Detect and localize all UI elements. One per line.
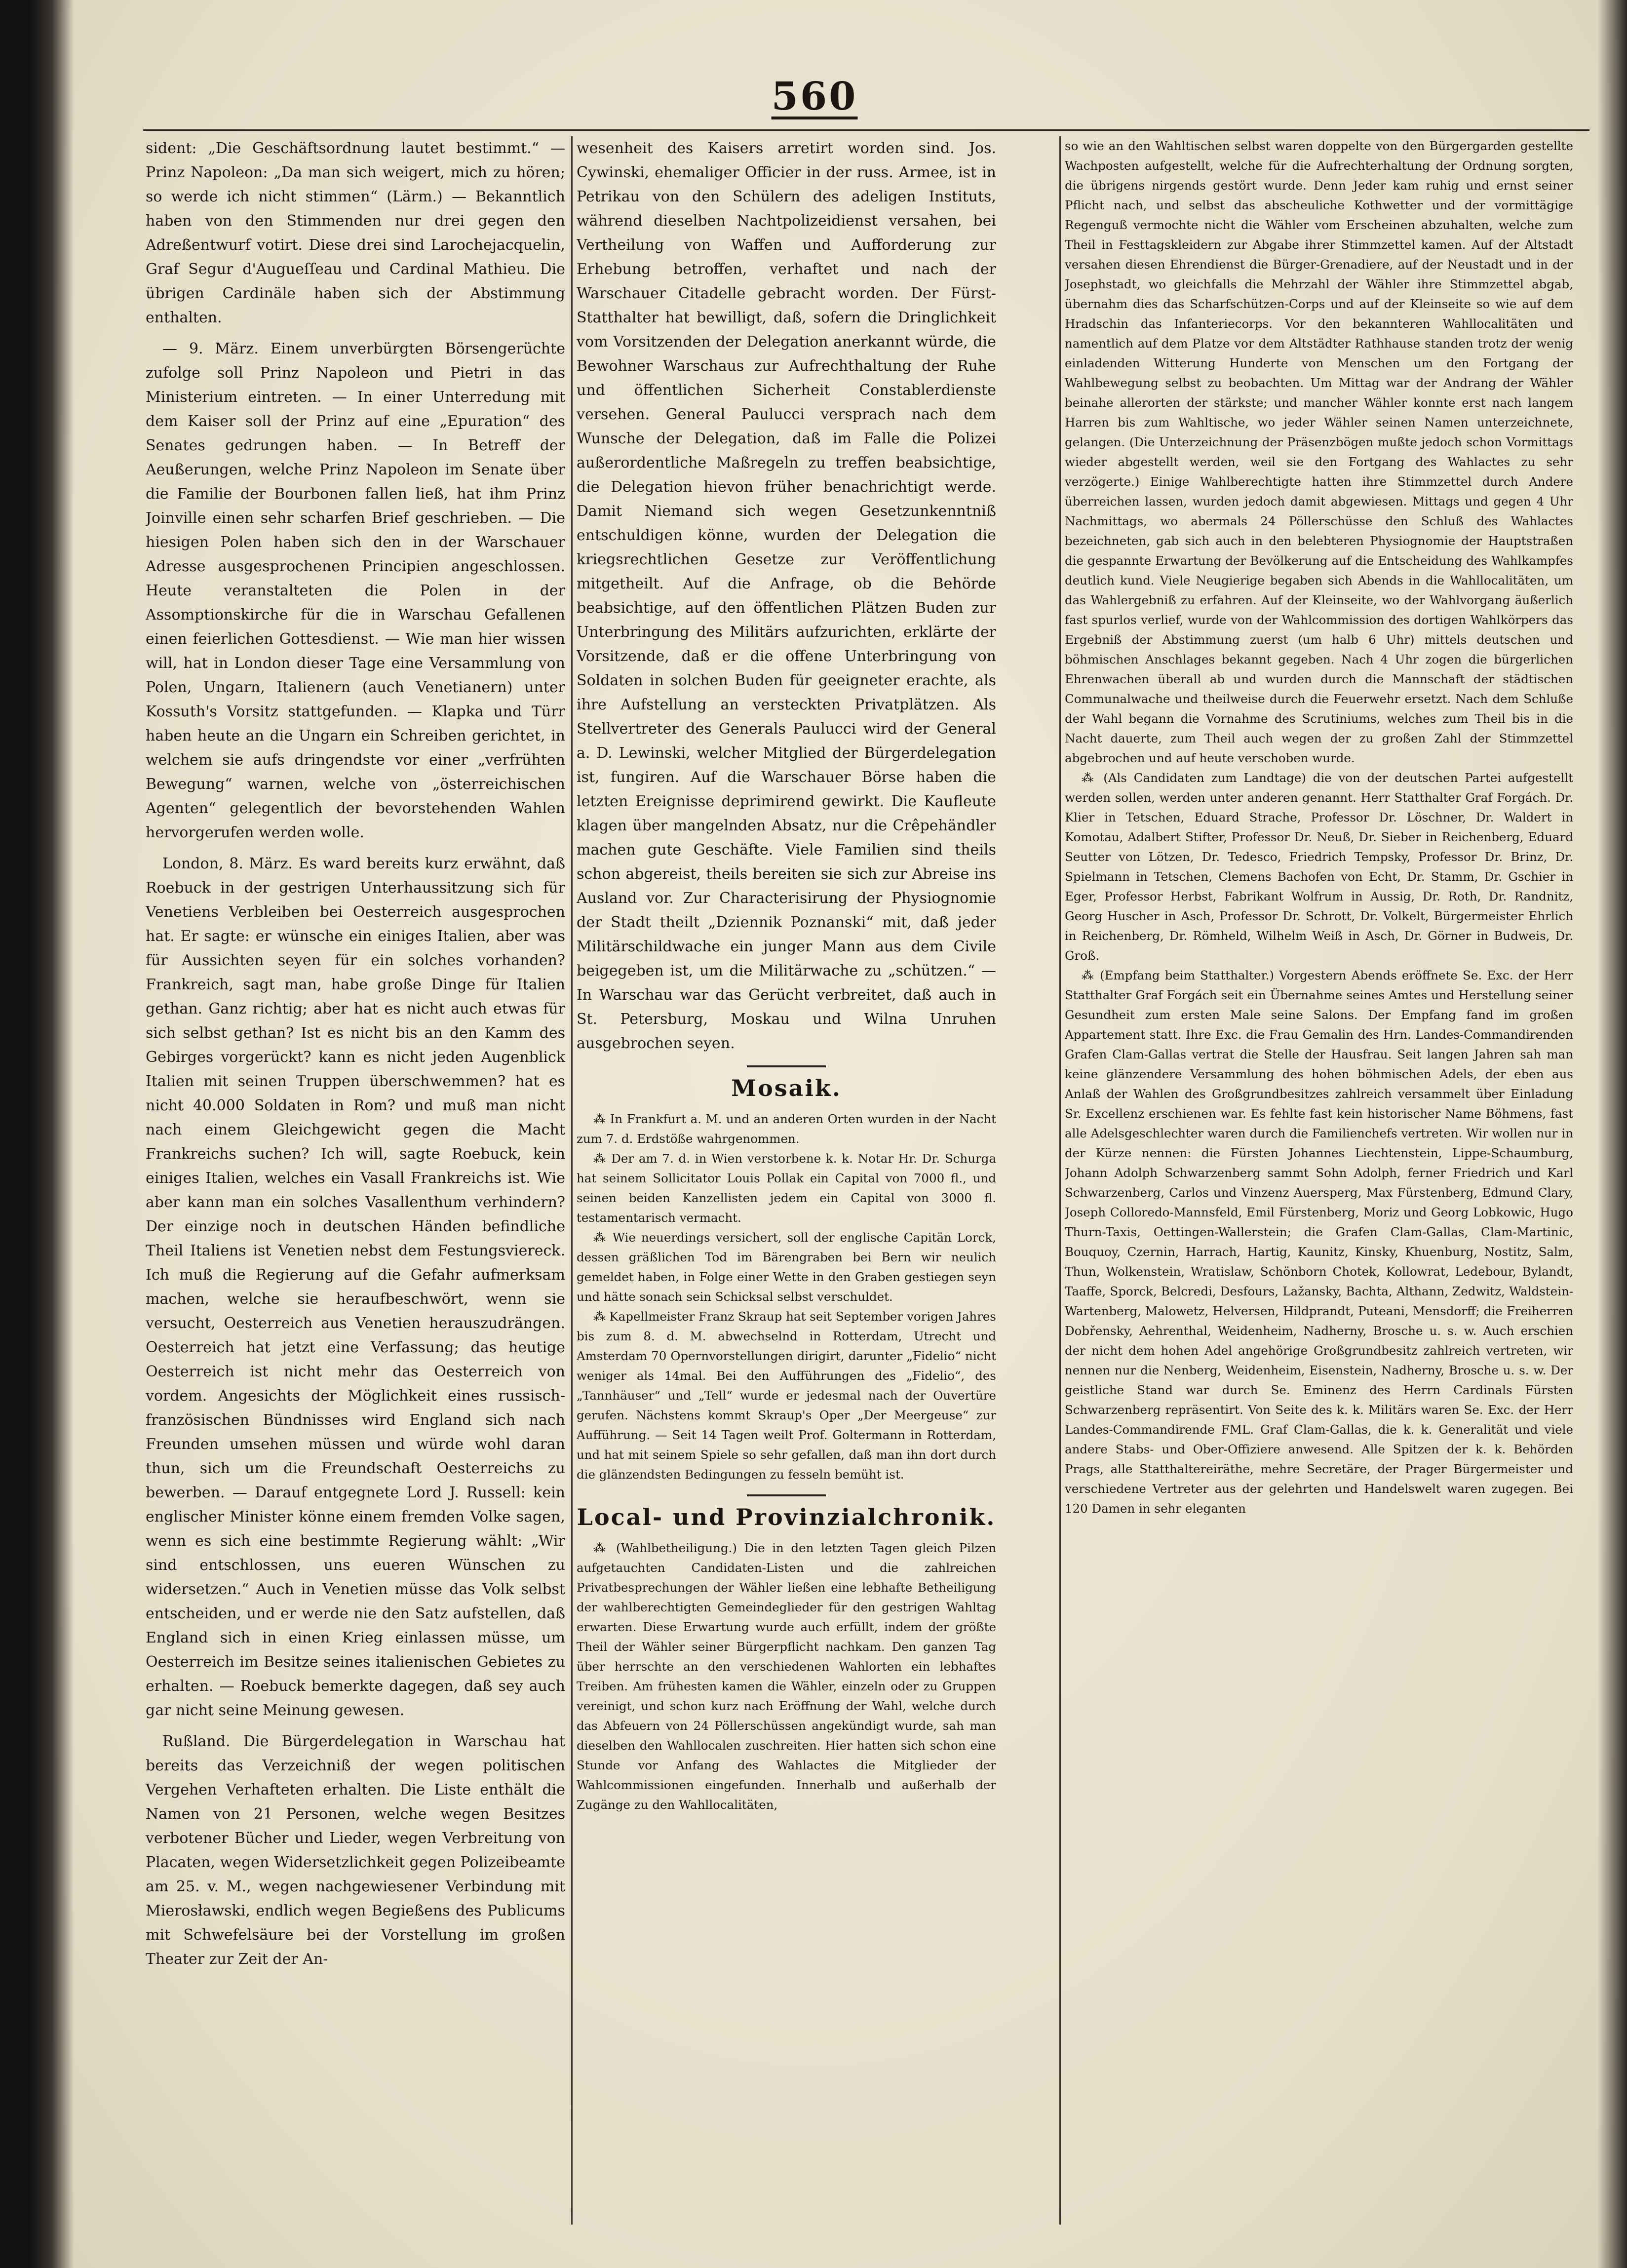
mosaik-item: ⁂ In Frankfurt a. M. und an anderen Orten wurden in der Nacht zum 7. d. Erdstöße wahrgenommen.: [577, 1112, 996, 1146]
article-paragraph: ⁂ (Als Candidaten zum Landtage) die von der deutschen Partei aufgestellt werden sollen, werden unter anderen genannt. Herr Statthalter Graf Forgách. Dr. Klier in Tetschen, Eduard Strache, Professor Dr. Löschner, Dr. Waldert in Komotau, Adalbert Stifter, Professor Dr. Neuß, Dr. Sieber in Reichenberg, Eduard Seutter von Lötzen, Dr. Tedesco, Friedrich Tempsky, Professor Dr. Brinz, Dr. Spielmann in Tetschen, Clemens Bachofen von Echt, Dr. Stamm, Dr. Gschier in Eger, Professor Herbst, Fabrikant Wolfrum in Aussig, Dr. Roth, Dr. Randnitz, Georg Huscher in Asch, Professor Dr. Schrott, Dr. Volkelt, Bürgermeister Ehrlich in Reichenberg, Dr. Römheld, Wilhelm Weiß in Asch, Dr. Görner in Budweis, Dr. Groß.: [1065, 771, 1573, 963]
section-title-mosaik: Mosaik.: [731, 1075, 842, 1101]
article-paragraph: Rußland. Die Bürgerdelegation in Warschau hat bereits das Verzeichniß der wegen politischen Vergehen Verhafteten erhalten. Die Liste enthält die Namen von 21 Personen, welche wegen Besitzes verbotener Bücher und Lieder, wegen Verbreitung von Placaten, wegen Widersetzlichkeit gegen Polizeibeamte am 25. v. M., wegen nachgewiesener Verbindung mit Mierosławski, endlich wegen Begießens des Publicums mit Schwefelsäure bei der Vorstellung im großen Theater zur Zeit der An-: [146, 1733, 565, 1968]
section-divider: [747, 1065, 826, 1067]
article-paragraph: London, 8. März. Es ward bereits kurz erwähnt, daß Roebuck in der gestrigen Unterhaussitzung sich für Venetiens Verbleiben bei Oesterreich ausgesprochen hat. Er sagte: er wünsche ein einiges Italien, aber was für Aussichten seyen für ein solches vorhanden? Frankreich, sagt man, habe große Dinge für Italien gethan. Ganz richtig; aber hat es nicht auch etwas für sich selbst gethan? Ist es nicht bis an den Kamm des Gebirges vorgerückt? kann es nicht jeden Augenblick Italien mit seinen Truppen überschwemmen? hat es nicht 40.000 Soldaten in Rom? und muß man nicht nach einem Gleichgewicht gegen die Macht Frankreichs suchen? Ich will, sagte Roebuck, kein einiges Italien, welches ein Vasall Frankreichs ist. Wie aber kann man ein solches Vasallenthum verhindern? Der einzige noch in deutschen Händen befindliche Theil Italiens ist Venetien nebst dem Festungsviereck. Ich muß die Regierung auf die Gefahr aufmerksam machen, welche sie heraufbeschwört, wenn sie versucht, Oesterreich aus Venetien herauszudrängen. Oesterreich hat jetzt eine Verfassung; das heutige Oesterreich ist nicht mehr das Oesterreich von vordem. Angesichts der Möglichkeit eines russisch-französischen Bündnisses wird England sich nach Freunden umsehen müssen und würde wohl daran thun, sich um die Freundschaft Oesterreichs zu bewerben. — Darauf entgegnete Lord J. Russell: kein englischer Minister könne einem fremden Volke sagen, wenn es sich eine bestimmte Regierung wählt: „Wir sind entschlossen, uns eueren Wünschen zu widersetzen.“ Auch in Venetien müsse das Volk selbst entscheiden, und er werde nie den Satz aufstellen, daß England sich in einen Krieg einlassen müsse, um Oesterreich im Besitze seines italienischen Gebietes zu erhalten. — Roebuck bemerkte dagegen, daß sey auch gar nicht seine Meinung gewesen.: [146, 855, 565, 1719]
article-paragraph: so wie an den Wahltischen selbst waren doppelte von den Bürgergarden gestellte Wachposten aufgestellt, welche für die Aufrechterhaltung der Ordnung sorgten, die übrigens nirgends gestört wurde. Denn Jeder kam ruhig und ernst seiner Pflicht nach, und selbst das abscheuliche Kothwetter und der vormittägige Regenguß vermochte nicht die Wähler vom Erscheinen abzuhalten, welche zum Theil in Festtagskleidern zur Abgabe ihrer Stimmzettel kamen. Auf der Altstadt versahen diesen Ehrendienst die Bürger-Grenadiere, auf der Neustadt und in der Josephstadt, wo gleichfalls die Mehrzahl der Wähler ihre Stimmzettel abgab, übernahm dies das Scharfschützen-Corps und auf der Kleinseite so wie auf dem Hradschin das Infanteriecorps. Vor den bekannteren Wahllocalitäten und namentlich auf dem Platze vor dem Altstädter Rathhause standen trotz der wenig einladenden Witterung Hunderte von Menschen um den Fortgang der Wahlbewegung selbst zu beobachten. Um Mittag war der Andrang der Wähler beinahe allerorten der stärkste; und mancher Wähler konnte erst nach langem Harren bis zum Wahltische, wo jeder Wähler seinen Namen unterzeichnete, gelangen. (Die Unterzeichnung der Präsenzbögen mußte jedoch schon Vormittags wieder abgestellt werden, weil sie den Fortgang des Wahlactes zu sehr verzögerte.) Einige Wahlberechtigte hatten ihre Stimmzettel durch Andere überreichen lassen, wurden jedoch damit abgewiesen. Mittags und gegen 4 Uhr Nachmittags, wo abermals 24 Pöllerschüsse den Schluß des Wahlactes bezeichneten, gab sich auch in den belebteren Physiognomie der Hauptstraßen die gespannte Erwartung der Bevölkerung auf die Entscheidung des Wahlkampfes deutlich kund. Viele Neugierige begaben sich Abends in die Wahllocalitäten, um das Wahlergebniß zu erfahren. Auf der Kleinseite, wo der Wahlvorgang äußerlich fast spurlos verlief, wurde von der Wahlcommission des dortigen Wahlkörpers das Ergebniß der Abstimmung zuerst (um halb 6 Uhr) mittels deutschen und böhmischen Anschlages bekannt gegeben. Nach 4 Uhr zogen die bürgerlichen Ehrenwachen überall ab und wurden durch die Mannschaft der städtischen Communalwache und theilweise durch die Feuerwehr ersetzt. Nach dem Schluße der Wahl begann die Vornahme des Scrutiniums, welches zum Theil bis in die Nacht dauerte, zum Theil auch wegen der zu großen Zahl der Stimmzettel abgebrochen und auf heute verschoben wurde.: [1065, 139, 1573, 765]
header-rule: [143, 129, 1589, 131]
article-paragraph: sident: „Die Geschäftsordnung lautet bestimmt.“ — Prinz Napoleon: „Da man sich weigert, mich zu hören; so werde ich nicht stimmen“ (Lärm.) — Bekanntlich haben von den Stimmenden nur drei gegen den Adreßentwurf votirt. Diese drei sind Larochejacquelin, Graf Segur d'Augueſſeau und Cardinal Mathieu. Die übrigen Cardinäle haben sich der Abstimmung enthalten.: [146, 140, 565, 326]
section-title-local: Local- und Provinzialchronik.: [577, 1504, 996, 1530]
column-2: [577, 136, 996, 2225]
mosaik-item: ⁂ Der am 7. d. in Wien verstorbene k. k. Notar Hr. Dr. Schurga hat seinem Sollicitator Louis Pollak ein Capital von 7000 fl., und seinen beiden Kanzellisten jedem ein Capital von 3000 fl. testamentarisch vermacht.: [577, 1151, 996, 1225]
local-section: [577, 1538, 996, 1815]
binding-edge-shadow: [0, 0, 74, 2268]
column-rule-2: [1059, 136, 1061, 2225]
right-edge-shadow: [1597, 0, 1627, 2268]
local-item: ⁂ (Wahlbetheiligung.) Die in den letzten Tagen gleich Pilzen aufgetauchten Candidaten-Listen und die zahlreichen Privatbesprechungen der Wähler ließen eine lebhafte Betheiligung der wahlberechtigten Gemeindeglieder für den gestrigen Wahltag erwarten. Diese Erwartung wurde auch erfüllt, indem der größte Theil der Wähler seiner Bürgerpflicht nachkam. Den ganzen Tag über herrschte an den verschiedenen Wahlorten ein lebhaftes Treiben. Am frühesten kamen die Wähler, einzeln oder zu Gruppen vereinigt, und schon kurz nach Eröffnung der Wahl, welche durch das Abfeuern von 24 Pöllerschüssen angekündigt wurde, sah man dieselben den Wahllocalen zuschreiten. Hier hatten sich schon eine Stunde vor Anfang des Wahlactes die Mitglieder der Wahlcommissionen eingefunden. Innerhalb und außerhalb der Zugänge zu den Wahllocalitäten,: [577, 1541, 996, 1812]
page-number: 560: [771, 74, 858, 119]
section-divider: [747, 1494, 826, 1496]
mosaik-item: ⁂ Wie neuerdings versichert, soll der englische Capitän Lorck, dessen gräßlichen Tod im Bärengraben bei Bern wir neulich gemeldet haben, in Folge einer Wette in den Graben gestiegen seyn und hätte sonach sein Schicksal selbst verschuldet.: [577, 1230, 996, 1304]
column-rule-1: [571, 136, 573, 2225]
article-paragraph: — 9. März. Einem unverbürgten Börsengerüchte zufolge soll Prinz Napoleon und Pietri in das Ministerium eintreten. — In einer Unterredung mit dem Kaiser soll der Prinz auf eine „Epuration“ des Senates gedrungen haben. — In Betreff der Aeußerungen, welche Prinz Napoleon im Senate über die Familie der Bourbonen fallen ließ, hat ihm Prinz Joinville einen sehr scharfen Brief geschrieben. — Die hiesigen Polen haben sich den in der Warschauer Adresse ausgesprochenen Principien angeschlossen. Heute veranstalteten die Polen in der Assomptionskirche für die in Warschau Gefallenen einen feierlichen Gottesdienst. — Wie man hier wissen will, hat in London dieser Tage eine Versammlung von Polen, Ungarn, Italienern (auch Venetianern) unter Kossuth's Vorsitz stattgefunden. — Klapka und Türr haben heute an die Ungarn ein Schreiben gerichtet, in welchem sie aufs dringendste vor einer „verfrühten Bewegung“ warnen, welche von „österreichischen Agenten“ gelegentlich der bevorstehenden Wahlen hervorgerufen werden wolle.: [146, 340, 565, 841]
mosaik-section: [577, 1109, 996, 1485]
column-1: [146, 136, 565, 2225]
column-3: [1065, 136, 1573, 2225]
article-paragraph: ⁂ (Empfang beim Statthalter.) Vorgestern Abends eröffnete Se. Exc. der Herr Statthalter Graf Forgách seit ein Übernahme seines Amtes und Herstellung seiner Gesundheit zum ersten Male seine Salons. Der Empfang fand im großen Appartement statt. Ihre Exc. die Frau Gemalin des Hrn. Landes-Commandirenden Grafen Clam-Gallas vertrat die Stelle der Hausfrau. Seit langen Jahren sah man keine glänzendere Versammlung des hohen böhmischen Adels, der eben aus Anlaß der Wahlen des Großgrundbesitzes zahlreich versammelt über Einladung Sr. Excellenz erschienen war. Es fehlte fast kein historischer Name Böhmens, fast alle Adelsgeschlechter waren durch die Familienchefs vertreten. Wir wollen nur in der Kürze nennen: die Fürsten Johannes Liechtenstein, Lippe-Schaumburg, Johann Adolph Schwarzenberg sammt Sohn Adolph, ferner Friedrich und Karl Schwarzenberg, Carlos und Vinzenz Auersperg, Max Fürstenberg, Edmund Clary, Joseph Colloredo-Mannsfeld, Emil Fürstenberg, Moriz und Georg Lobkowic, Hugo Thurn-Taxis, Oettingen-Wallerstein; die Grafen Clam-Gallas, Clam-Martinic, Bouquoy, Czernin, Harrach, Hartig, Kaunitz, Kinsky, Khuenburg, Nostitz, Salm, Thun, Wolkenstein, Wratislaw, Schönborn Chotek, Kollowrat, Ledebour, Bylandt, Taaffe, Sporck, Belcredi, Desfours, Lažansky, Bachta, Althann, Zedwitz, Waldstein-Wartenberg, Malowetz, Helversen, Hildprandt, Puteani, Mensdorff; die Freiherren Dobřensky, Aehrenthal, Weidenheim, Nadherny, Brosche u. s. w. Auch erschien der nicht dem hohen Adel angehörige Großgrundbesitz zahlreich vertreten, wir nennen nur die Nenberg, Weidenheim, Eisenstein, Nadherny, Brosche u. s. w. Der geistliche Stand war durch Se. Eminenz des Herrn Cardinals Fürsten Schwarzenberg repräsentirt. Von Seite des k. k. Militärs waren Se. Exc. der Herr Landes-Commandirende FML. Graf Clam-Gallas, die k. k. Generalität und viele andere Stabs- und Ober-Offiziere anwesend. Alle Spitzen der k. k. Behörden Prags, alle Statthaltereiräthe, mehre Secretäre, der Prager Bürgermeister und verschiedene Vertreter aus der gelehrten und Handelswelt waren zugegen. Bei 120 Damen in sehr eleganten: [1065, 968, 1573, 1516]
article-paragraph: wesenheit des Kaisers arretirt worden sind. Jos. Cywinski, ehemaliger Officier in der russ. Armee, ist in Petrikau von den Schülern des adeligen Instituts, während dieselben Nachtpolizeidienst versahen, bei Vertheilung von Waffen und Aufforderung zur Erhebung betroffen, verhaftet und nach der Warschauer Citadelle gebracht worden. Der Fürst-Statthalter hat bewilligt, daß, sofern die Dringlichkeit vom Vorsitzenden der Delegation anerkannt würde, die Bewohner Warschaus zur Aufrechthaltung der Ruhe und öffentlichen Sicherheit Constablerdienste versehen. General Paulucci versprach nach dem Wunsche der Delegation, daß im Falle die Polizei außerordentliche Maßregeln zu treffen beabsichtige, die Delegation hievon früher benachrichtigt werde. Damit Niemand sich wegen Gesetzunkenntniß entschuldigen könne, wurden der Delegation die kriegsrechtlichen Gesetze zur Veröffentlichung mitgetheilt. Auf die Anfrage, ob die Behörde beabsichtige, auf den öffentlichen Plätzen Buden zur Unterbringung des Militärs aufzurichten, erklärte der Vorsitzende, daß er die offene Unterbringung von Soldaten in solchen Buden für geeigneter erachte, als ihre Aufstellung an versteckten Privatplätzen. Als Stellvertreter des Generals Paulucci wird der General a. D. Lewinski, welcher Mitglied der Bürgerdelegation ist, fungiren. Auf die Warschauer Börse haben die letzten Ereignisse deprimirend gewirkt. Die Kaufleute klagen über mangelnden Absatz, nur die Crêpehändler machen gute Geschäfte. Viele Familien sind theils schon abgereist, theils bereiten sie sich zur Abreise ins Ausland vor. Zur Characterisirung der Physiognomie der Stadt theilt „Dziennik Poznanski“ mit, daß jeder Militärschildwache ein junger Mann aus dem Civile beigegeben ist, um die Militärwache zu „schützen.“ — In Warschau war das Gerücht verbreitet, daß auch in St. Petersburg, Moskau und Wilna Unruhen ausgebrochen seyen.: [577, 140, 996, 1052]
mosaik-item: ⁂ Kapellmeister Franz Skraup hat seit September vorigen Jahres bis zum 8. d. M. abwechselnd in Rotterdam, Utrecht und Amsterdam 70 Opernvorstellungen dirigirt, darunter „Fidelio“ nicht weniger als 14mal. Bei den Aufführungen des „Fidelio“, des „Tannhäuser“ und „Tell“ wurde er jedesmal nach der Ouvertüre gerufen. Nächstens kommt Skraup's Oper „Der Meergeuse“ zur Aufführung. — Seit 14 Tagen weilt Prof. Goltermann in Rotterdam, und hat mit seinem Spiele so sehr gefallen, daß man ihn dort durch die glänzendsten Bedingungen zu fesseln bemüht ist.: [577, 1309, 996, 1482]
